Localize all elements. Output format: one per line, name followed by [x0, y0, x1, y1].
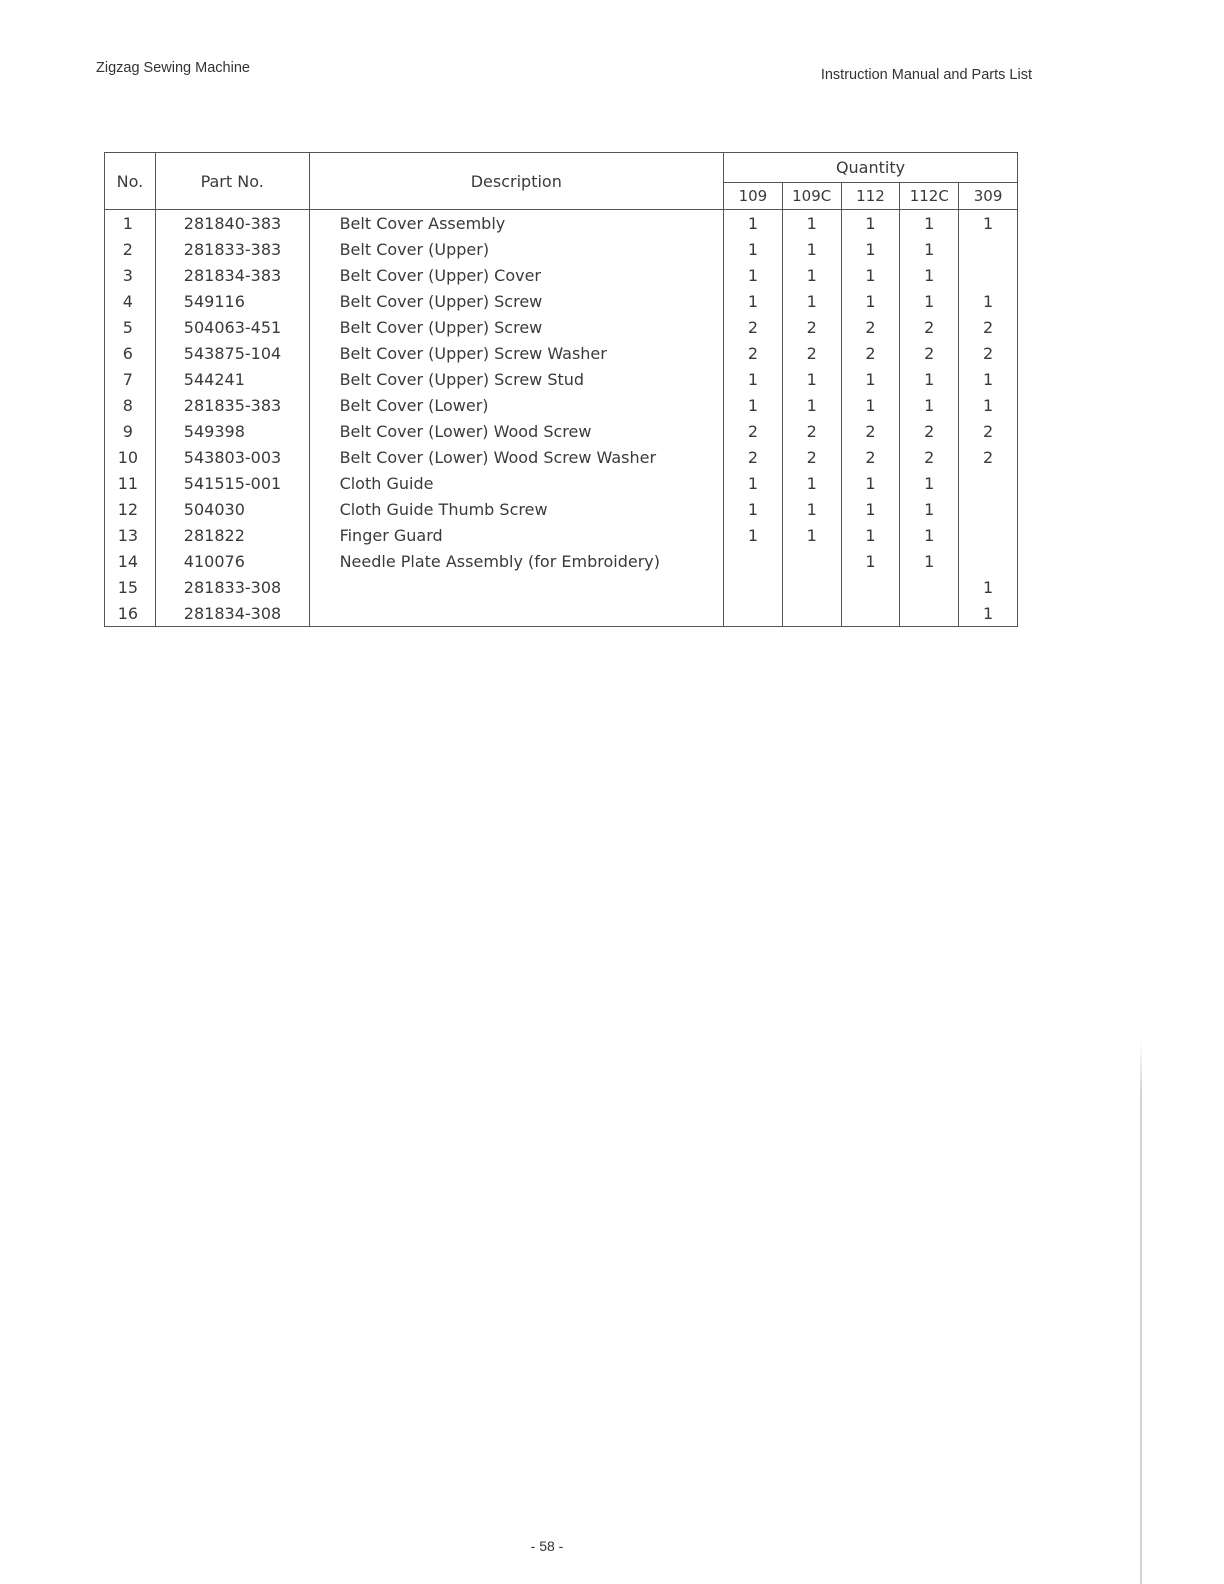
table-row: [105, 470, 1018, 496]
cell-quantity: 1: [900, 210, 959, 237]
cell-description: Belt Cover (Lower) Wood Screw Washer: [309, 444, 723, 470]
cell-description: Belt Cover (Lower) Wood Screw: [309, 418, 723, 444]
cell-description: Belt Cover (Upper) Screw: [309, 314, 723, 340]
cell-quantity: 1: [900, 288, 959, 314]
cell-no: 16: [105, 600, 156, 627]
cell-quantity: 1: [959, 210, 1018, 237]
cell-description: Cloth Guide: [309, 470, 723, 496]
table-row: [105, 600, 1018, 627]
column-header-no: No.: [105, 153, 156, 210]
cell-no: 5: [105, 314, 156, 340]
cell-quantity: 2: [959, 314, 1018, 340]
cell-quantity: 1: [782, 366, 841, 392]
table-row: [105, 366, 1018, 392]
cell-quantity: 2: [782, 418, 841, 444]
cell-quantity: 1: [782, 236, 841, 262]
cell-quantity: [900, 600, 959, 627]
cell-quantity: 2: [900, 340, 959, 366]
cell-quantity: 2: [959, 444, 1018, 470]
cell-no: 11: [105, 470, 156, 496]
model-header: 112C: [900, 183, 959, 210]
cell-no: 4: [105, 288, 156, 314]
cell-quantity: [782, 548, 841, 574]
cell-no: 6: [105, 340, 156, 366]
cell-quantity: 1: [841, 210, 900, 237]
cell-quantity: 1: [959, 288, 1018, 314]
model-header: 109C: [782, 183, 841, 210]
cell-part-no: 281833-308: [155, 574, 309, 600]
cell-no: 12: [105, 496, 156, 522]
cell-description: [309, 574, 723, 600]
cell-quantity: 2: [841, 314, 900, 340]
cell-quantity: 1: [724, 496, 783, 522]
cell-quantity: 1: [782, 522, 841, 548]
cell-quantity: 1: [724, 366, 783, 392]
model-header: 112: [841, 183, 900, 210]
cell-no: 1: [105, 210, 156, 237]
document-subtitle: Instruction Manual and Parts List: [820, 67, 1032, 83]
cell-quantity: 1: [900, 392, 959, 418]
cell-no: 15: [105, 574, 156, 600]
cell-quantity: 1: [782, 470, 841, 496]
cell-quantity: 1: [841, 470, 900, 496]
cell-quantity: 2: [900, 444, 959, 470]
cell-quantity: 1: [959, 366, 1018, 392]
cell-quantity: [782, 574, 841, 600]
cell-quantity: 1: [900, 522, 959, 548]
cell-quantity: 1: [782, 496, 841, 522]
cell-no: 7: [105, 366, 156, 392]
cell-description: Belt Cover (Upper): [309, 236, 723, 262]
cell-quantity: 1: [782, 262, 841, 288]
document-title: Zigzag Sewing Machine: [96, 60, 250, 76]
cell-no: 9: [105, 418, 156, 444]
cell-quantity: 1: [782, 392, 841, 418]
cell-quantity: 2: [841, 340, 900, 366]
cell-quantity: 1: [841, 392, 900, 418]
table-row: [105, 288, 1018, 314]
cell-part-no: 281834-383: [155, 262, 309, 288]
cell-quantity: [959, 236, 1018, 262]
cell-quantity: [782, 600, 841, 627]
cell-quantity: 1: [724, 288, 783, 314]
cell-quantity: 1: [900, 496, 959, 522]
cell-description: Belt Cover (Upper) Cover: [309, 262, 723, 288]
page-number: - 58 -: [530, 1538, 564, 1554]
cell-part-no: 504030: [155, 496, 309, 522]
cell-description: [309, 600, 723, 627]
table-row: [105, 340, 1018, 366]
cell-part-no: 281840-383: [155, 210, 309, 237]
table-row: [105, 418, 1018, 444]
cell-part-no: 549398: [155, 418, 309, 444]
cell-quantity: 1: [900, 366, 959, 392]
cell-no: 14: [105, 548, 156, 574]
scan-edge-shadow: [1140, 1040, 1142, 1584]
cell-description: Belt Cover (Lower): [309, 392, 723, 418]
cell-quantity: 2: [724, 314, 783, 340]
cell-quantity: 1: [959, 574, 1018, 600]
cell-quantity: 1: [724, 522, 783, 548]
cell-part-no: 543803-003: [155, 444, 309, 470]
cell-quantity: 2: [724, 340, 783, 366]
cell-quantity: 1: [900, 236, 959, 262]
cell-no: 3: [105, 262, 156, 288]
cell-description: Belt Cover (Upper) Screw: [309, 288, 723, 314]
cell-no: 10: [105, 444, 156, 470]
cell-part-no: 549116: [155, 288, 309, 314]
cell-no: 13: [105, 522, 156, 548]
cell-quantity: 1: [900, 262, 959, 288]
cell-quantity: [724, 548, 783, 574]
cell-quantity: 1: [782, 288, 841, 314]
column-header-part-no: Part No.: [155, 153, 309, 210]
cell-description: Needle Plate Assembly (for Embroidery): [309, 548, 723, 574]
table-row: [105, 574, 1018, 600]
cell-quantity: 1: [841, 288, 900, 314]
table-row: [105, 548, 1018, 574]
cell-quantity: [724, 600, 783, 627]
cell-quantity: 2: [841, 418, 900, 444]
cell-quantity: [900, 574, 959, 600]
table-row: [105, 210, 1018, 237]
model-header: 309: [959, 183, 1018, 210]
cell-quantity: 1: [841, 236, 900, 262]
cell-part-no: 543875-104: [155, 340, 309, 366]
cell-part-no: 281822: [155, 522, 309, 548]
cell-quantity: 2: [841, 444, 900, 470]
cell-quantity: 1: [724, 392, 783, 418]
header-row: [105, 153, 1018, 183]
cell-quantity: 1: [959, 600, 1018, 627]
cell-quantity: 1: [841, 262, 900, 288]
cell-quantity: 2: [782, 444, 841, 470]
cell-quantity: 1: [959, 392, 1018, 418]
cell-quantity: 1: [900, 470, 959, 496]
cell-part-no: 281834-308: [155, 600, 309, 627]
cell-description: Belt Cover (Upper) Screw Washer: [309, 340, 723, 366]
cell-quantity: 1: [782, 210, 841, 237]
cell-quantity: 2: [959, 418, 1018, 444]
parts-table: [104, 152, 1018, 627]
column-header-quantity: Quantity: [724, 153, 1018, 183]
table-row: [105, 496, 1018, 522]
model-header: 109: [724, 183, 783, 210]
cell-quantity: 1: [724, 470, 783, 496]
cell-quantity: [724, 574, 783, 600]
cell-quantity: 2: [900, 418, 959, 444]
cell-quantity: 1: [900, 548, 959, 574]
cell-quantity: 2: [782, 314, 841, 340]
cell-quantity: [959, 262, 1018, 288]
cell-no: 8: [105, 392, 156, 418]
cell-part-no: 504063-451: [155, 314, 309, 340]
cell-description: Finger Guard: [309, 522, 723, 548]
column-header-description: Description: [309, 153, 723, 210]
cell-quantity: 1: [724, 262, 783, 288]
cell-part-no: 410076: [155, 548, 309, 574]
cell-quantity: [841, 600, 900, 627]
cell-quantity: 2: [959, 340, 1018, 366]
cell-part-no: 541515-001: [155, 470, 309, 496]
cell-quantity: [959, 496, 1018, 522]
parts-table-header: [105, 153, 1018, 210]
cell-no: 2: [105, 236, 156, 262]
table-row: [105, 314, 1018, 340]
cell-part-no: 281833-383: [155, 236, 309, 262]
cell-quantity: 1: [841, 496, 900, 522]
cell-quantity: 1: [724, 210, 783, 237]
cell-quantity: 2: [782, 340, 841, 366]
cell-quantity: [959, 548, 1018, 574]
table-row: [105, 444, 1018, 470]
table-row: [105, 262, 1018, 288]
cell-quantity: 2: [724, 418, 783, 444]
cell-quantity: [841, 574, 900, 600]
cell-part-no: 544241: [155, 366, 309, 392]
parts-table-body: [105, 210, 1018, 627]
cell-quantity: 1: [724, 236, 783, 262]
cell-quantity: 2: [900, 314, 959, 340]
cell-description: Belt Cover Assembly: [309, 210, 723, 237]
cell-quantity: 2: [724, 444, 783, 470]
cell-quantity: 1: [841, 522, 900, 548]
cell-part-no: 281835-383: [155, 392, 309, 418]
cell-quantity: [959, 522, 1018, 548]
cell-quantity: 1: [841, 366, 900, 392]
cell-description: Cloth Guide Thumb Screw: [309, 496, 723, 522]
cell-description: Belt Cover (Upper) Screw Stud: [309, 366, 723, 392]
table-row: [105, 522, 1018, 548]
cell-quantity: 1: [841, 548, 900, 574]
cell-quantity: [959, 470, 1018, 496]
table-row: [105, 392, 1018, 418]
table-row: [105, 236, 1018, 262]
